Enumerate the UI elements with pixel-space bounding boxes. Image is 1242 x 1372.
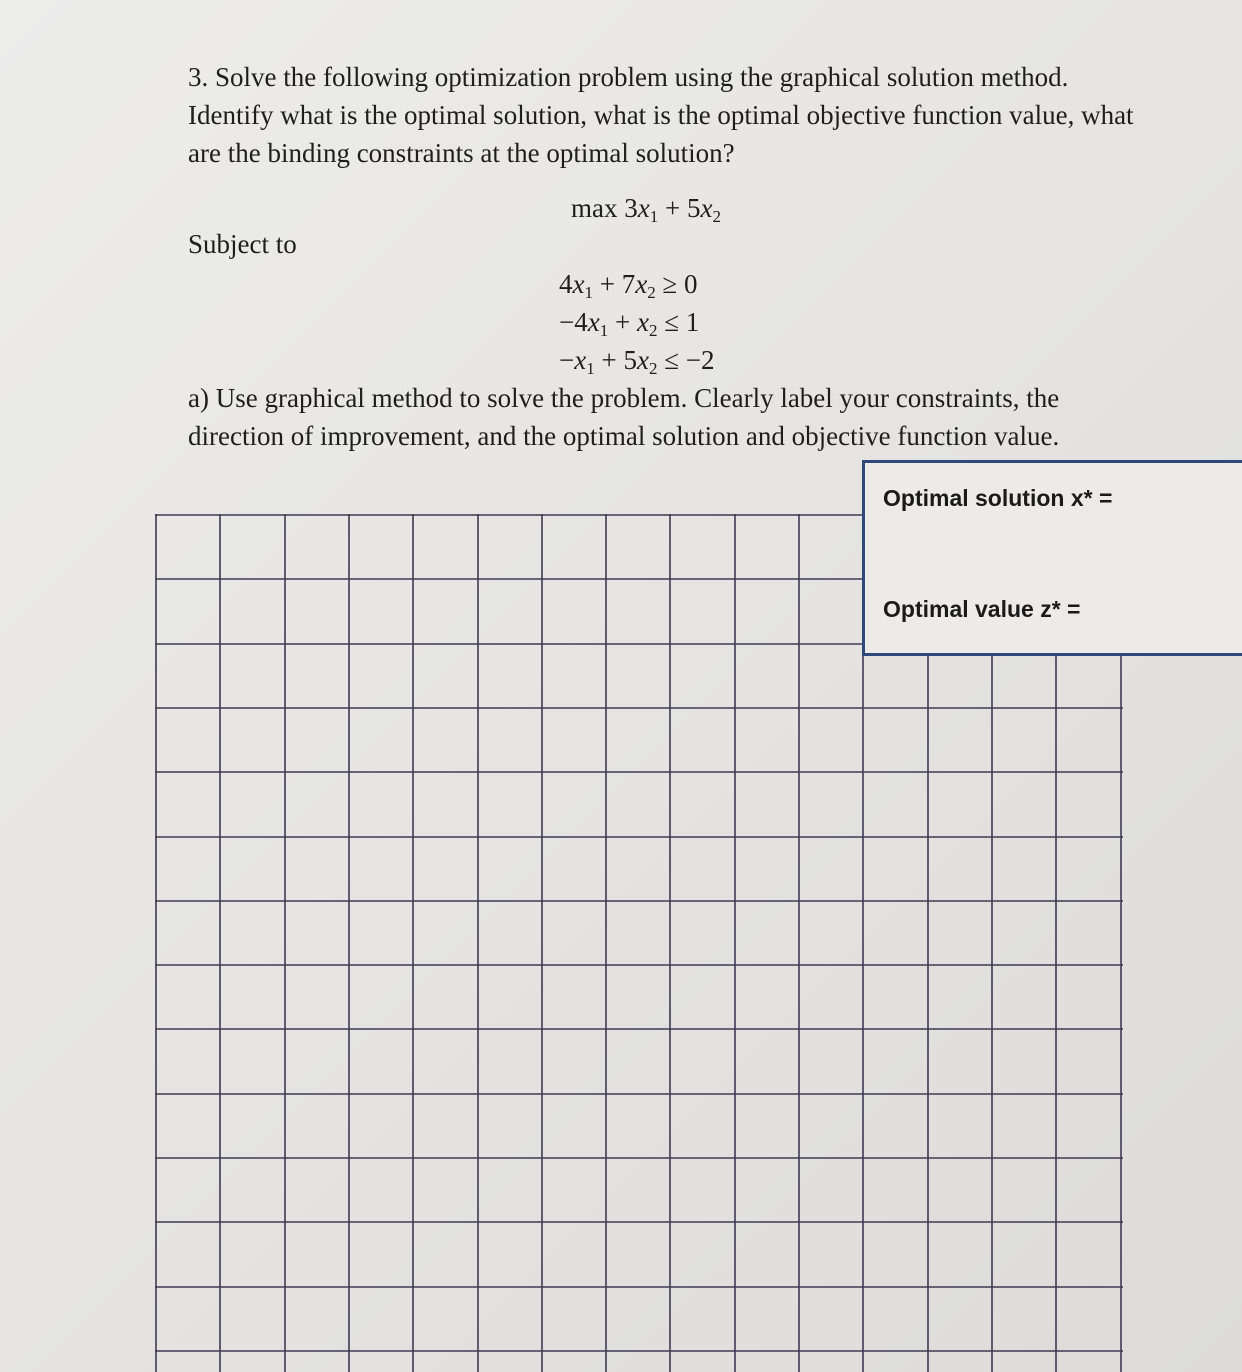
objective-coef2: 5 bbox=[686, 193, 701, 223]
subject-to-label: Subject to bbox=[188, 229, 297, 259]
objective-keyword: max bbox=[571, 193, 618, 223]
constraint-3: $-x_1 + 5x_2 \le -2$ bbox=[559, 345, 715, 378]
constraint-2: $-4x_1 + x_2 \le 1$ bbox=[559, 307, 700, 340]
objective-coef1: 3 bbox=[624, 193, 638, 223]
optimal-value-label: Optimal value z* = bbox=[883, 596, 1081, 622]
answer-box[interactable] bbox=[862, 460, 1242, 656]
constraint-1: $4x_1 + 7x_2 \ge 0$ bbox=[559, 269, 698, 302]
part-a-instructions: a) Use graphical method to solve the problem. Clearly label your constraints, the direction of improvement, and the optimal solution and objective function value. bbox=[188, 383, 1060, 451]
optimal-solution-label: Optimal solution x* = bbox=[883, 485, 1113, 511]
objective-function: $\max 3x_1 + 5x_2$ bbox=[571, 193, 721, 226]
question-text: 3. Solve the following optimization problem using the graphical solution method. Identify what is the optimal solution, what is the optimal objective function value, what are the binding constraints at the optimal solution? bbox=[188, 62, 1134, 168]
